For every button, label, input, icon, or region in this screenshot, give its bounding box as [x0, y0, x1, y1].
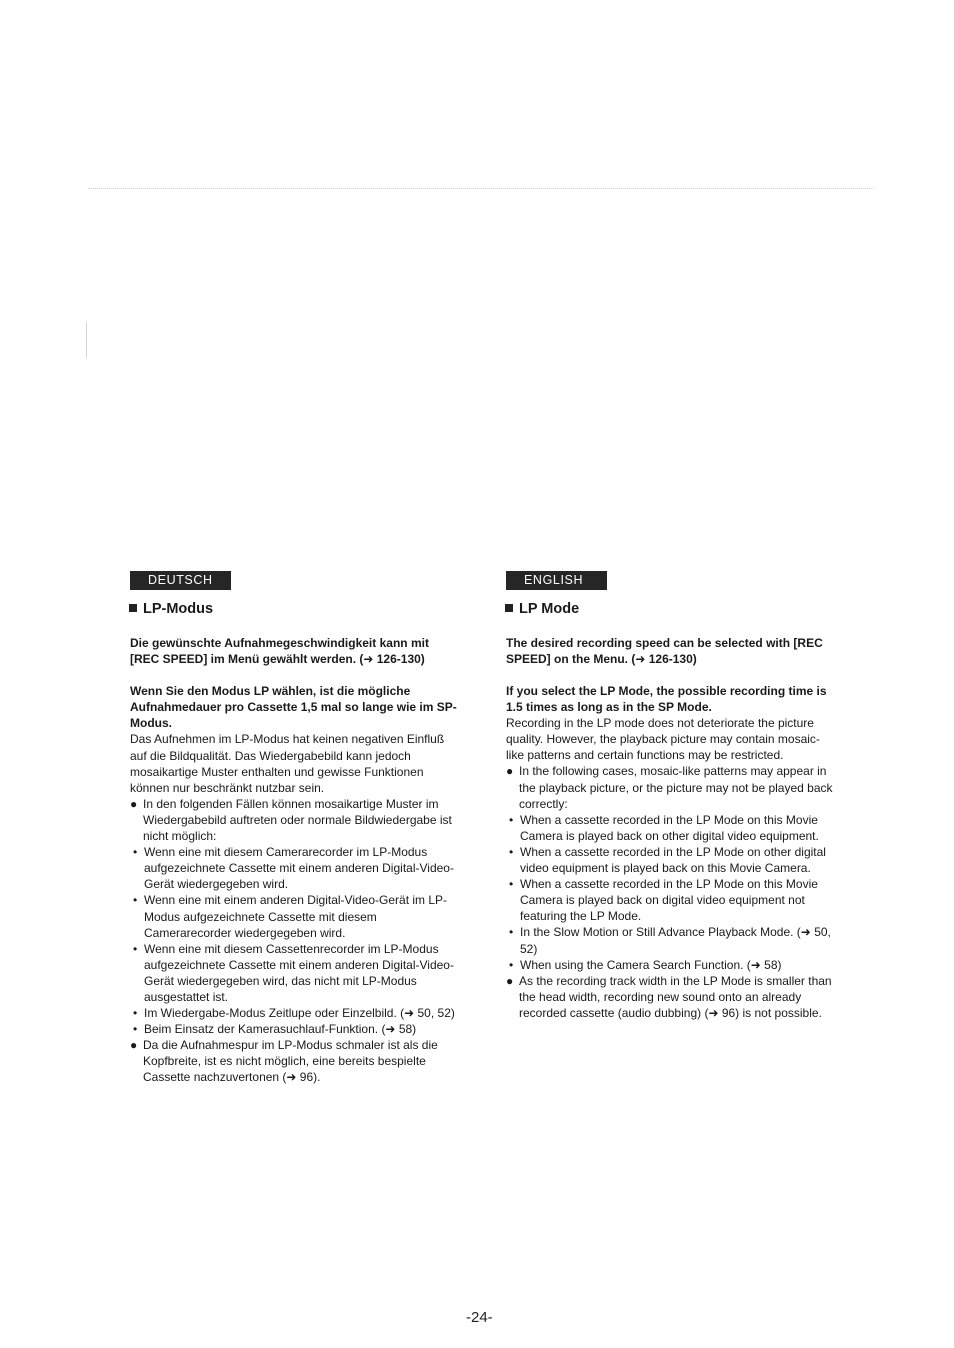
- lead-paragraph: Die gewünschte Aufnahmegeschwindigkeit kann mit [REC SPEED] im Menü gewählt werden. (➜ 126-130): [130, 636, 429, 667]
- bullet-icon: •: [133, 1006, 138, 1021]
- bullet-icon: •: [133, 941, 138, 956]
- list-item-text: Wenn eine mit diesem Camerarecorder im LP-Modus aufgezeichnete Cassette mit einem anderen Digital-Video-Gerät wiedergegeben wird.: [144, 845, 454, 892]
- list-item-text: Im Wiedergabe-Modus Zeitlupe oder Einzelbild. (➜ 50, 52): [144, 1006, 455, 1021]
- list-item: [130, 892, 460, 940]
- bullet-icon: •: [133, 845, 138, 860]
- list-item-text: In the following cases, mosaic-like patterns may appear in the playback picture, or the picture may not be played back correctly:: [519, 764, 833, 811]
- lead-paragraph: The desired recording speed can be selected with [REC SPEED] on the Menu. (➜ 126-130): [506, 636, 823, 667]
- list-item-text: When a cassette recorded in the LP Mode on other digital video equipment is played back on this Movie Camera.: [520, 844, 826, 876]
- note-list: [506, 763, 836, 1021]
- lead-paragraph-2: Wenn Sie den Modus LP wählen, ist die mögliche Aufnahmedauer pro Cassette 1,5 mal so lange wie im SP-Modus.: [130, 683, 457, 731]
- bullet-icon: •: [509, 844, 514, 859]
- note-list: [130, 796, 460, 1086]
- list-item: [130, 1037, 460, 1085]
- section-title-text: LP-Modus: [143, 601, 214, 617]
- scan-mark: [86, 322, 87, 358]
- section-title-lp-mode: [505, 600, 836, 618]
- list-item-text: When a cassette recorded in the LP Mode on this Movie Camera is played back on other digital video equipment.: [520, 812, 819, 843]
- list-item-text: Beim Einsatz der Kamerasuchlauf-Funktion. (➜ 58): [144, 1022, 417, 1037]
- list-item: [506, 876, 836, 924]
- list-item-text: Wenn eine mit einem anderen Digital-Video-Gerät im LP-Modus aufgezeichnete Cassette mit diesem Camerarecorder wiedergegeben wird.: [144, 893, 448, 940]
- list-item-text: Wenn eine mit diesem Cassettenrecorder im LP-Modus aufgezeichnete Cassette mit einem anderen Digital-Video-Gerät wiedergegeben wird, das nicht mit LP-Modus ausgestattet ist.: [144, 941, 454, 1004]
- square-bullet-icon: [505, 604, 513, 612]
- language-badge-deutsch: DEUTSCH: [130, 571, 231, 590]
- body-paragraph: Das Aufnehmen im LP-Modus hat keinen negativen Einfluß auf die Bildqualität. Das Wiedergabebild kann jedoch mosaikartige Muster enthalten und gewisse Funktionen können nur beschränkt nutzbar sein.: [130, 732, 445, 795]
- list-item-text: When using the Camera Search Function. (➜ 58): [520, 957, 782, 972]
- list-item: [130, 941, 460, 1005]
- list-item-text: Da die Aufnahmespur im LP-Modus schmaler ist als die Kopfbreite, ist es nicht möglich, eine bereits bespielte Cassette nachzuvertonen (➜ 96).: [143, 1038, 438, 1085]
- list-item: [130, 1021, 460, 1037]
- list-item: [506, 812, 836, 844]
- bullet-icon: ●: [130, 1038, 138, 1053]
- english-column: [506, 571, 836, 1021]
- list-item: [506, 973, 836, 1021]
- list-item: [130, 1005, 460, 1021]
- bullet-icon: •: [509, 812, 514, 827]
- bullet-icon: ●: [506, 973, 514, 988]
- lead-paragraph-2: If you select the LP Mode, the possible recording time is 1.5 times as long as in the SP Mode.: [506, 683, 827, 714]
- list-item: [130, 796, 460, 844]
- bullet-icon: •: [509, 925, 514, 940]
- german-column: [130, 571, 460, 1086]
- list-item: [506, 763, 836, 811]
- list-item: [506, 924, 836, 956]
- bullet-icon: ●: [130, 796, 138, 811]
- list-item: [130, 844, 460, 892]
- list-item-text: As the recording track width in the LP Mode is smaller than the head width, recording new sound onto an already recorded cassette (audio dubbing) (➜ 96) is not possible.: [519, 973, 832, 1020]
- square-bullet-icon: [129, 604, 137, 612]
- list-item: [506, 957, 836, 973]
- list-item-text: In the Slow Motion or Still Advance Playback Mode. (➜ 50, 52): [520, 925, 831, 956]
- list-item: [506, 844, 836, 876]
- body-paragraph: Recording in the LP mode does not deteriorate the picture quality. However, the playback picture may contain mosaic-like patterns and certain functions may be restricted.: [506, 716, 820, 763]
- language-badge-english: ENGLISH: [506, 571, 607, 590]
- list-item-text: In den folgenden Fällen können mosaikartige Muster im Wiedergabebild auftreten oder normale Bildwiedergabe ist nicht möglich:: [143, 796, 452, 844]
- bullet-icon: ●: [506, 764, 514, 779]
- bullet-icon: •: [509, 957, 514, 972]
- section-title-text: LP Mode: [519, 601, 580, 617]
- list-item-text: When a cassette recorded in the LP Mode on this Movie Camera is played back on digital video equipment not featuring the LP Mode.: [520, 877, 818, 924]
- top-divider: [88, 188, 874, 189]
- bullet-icon: •: [133, 1022, 138, 1037]
- bullet-icon: •: [133, 893, 138, 908]
- section-title-lp-modus: [129, 600, 460, 618]
- page-number: -24-: [466, 1309, 493, 1326]
- bullet-icon: •: [509, 877, 514, 892]
